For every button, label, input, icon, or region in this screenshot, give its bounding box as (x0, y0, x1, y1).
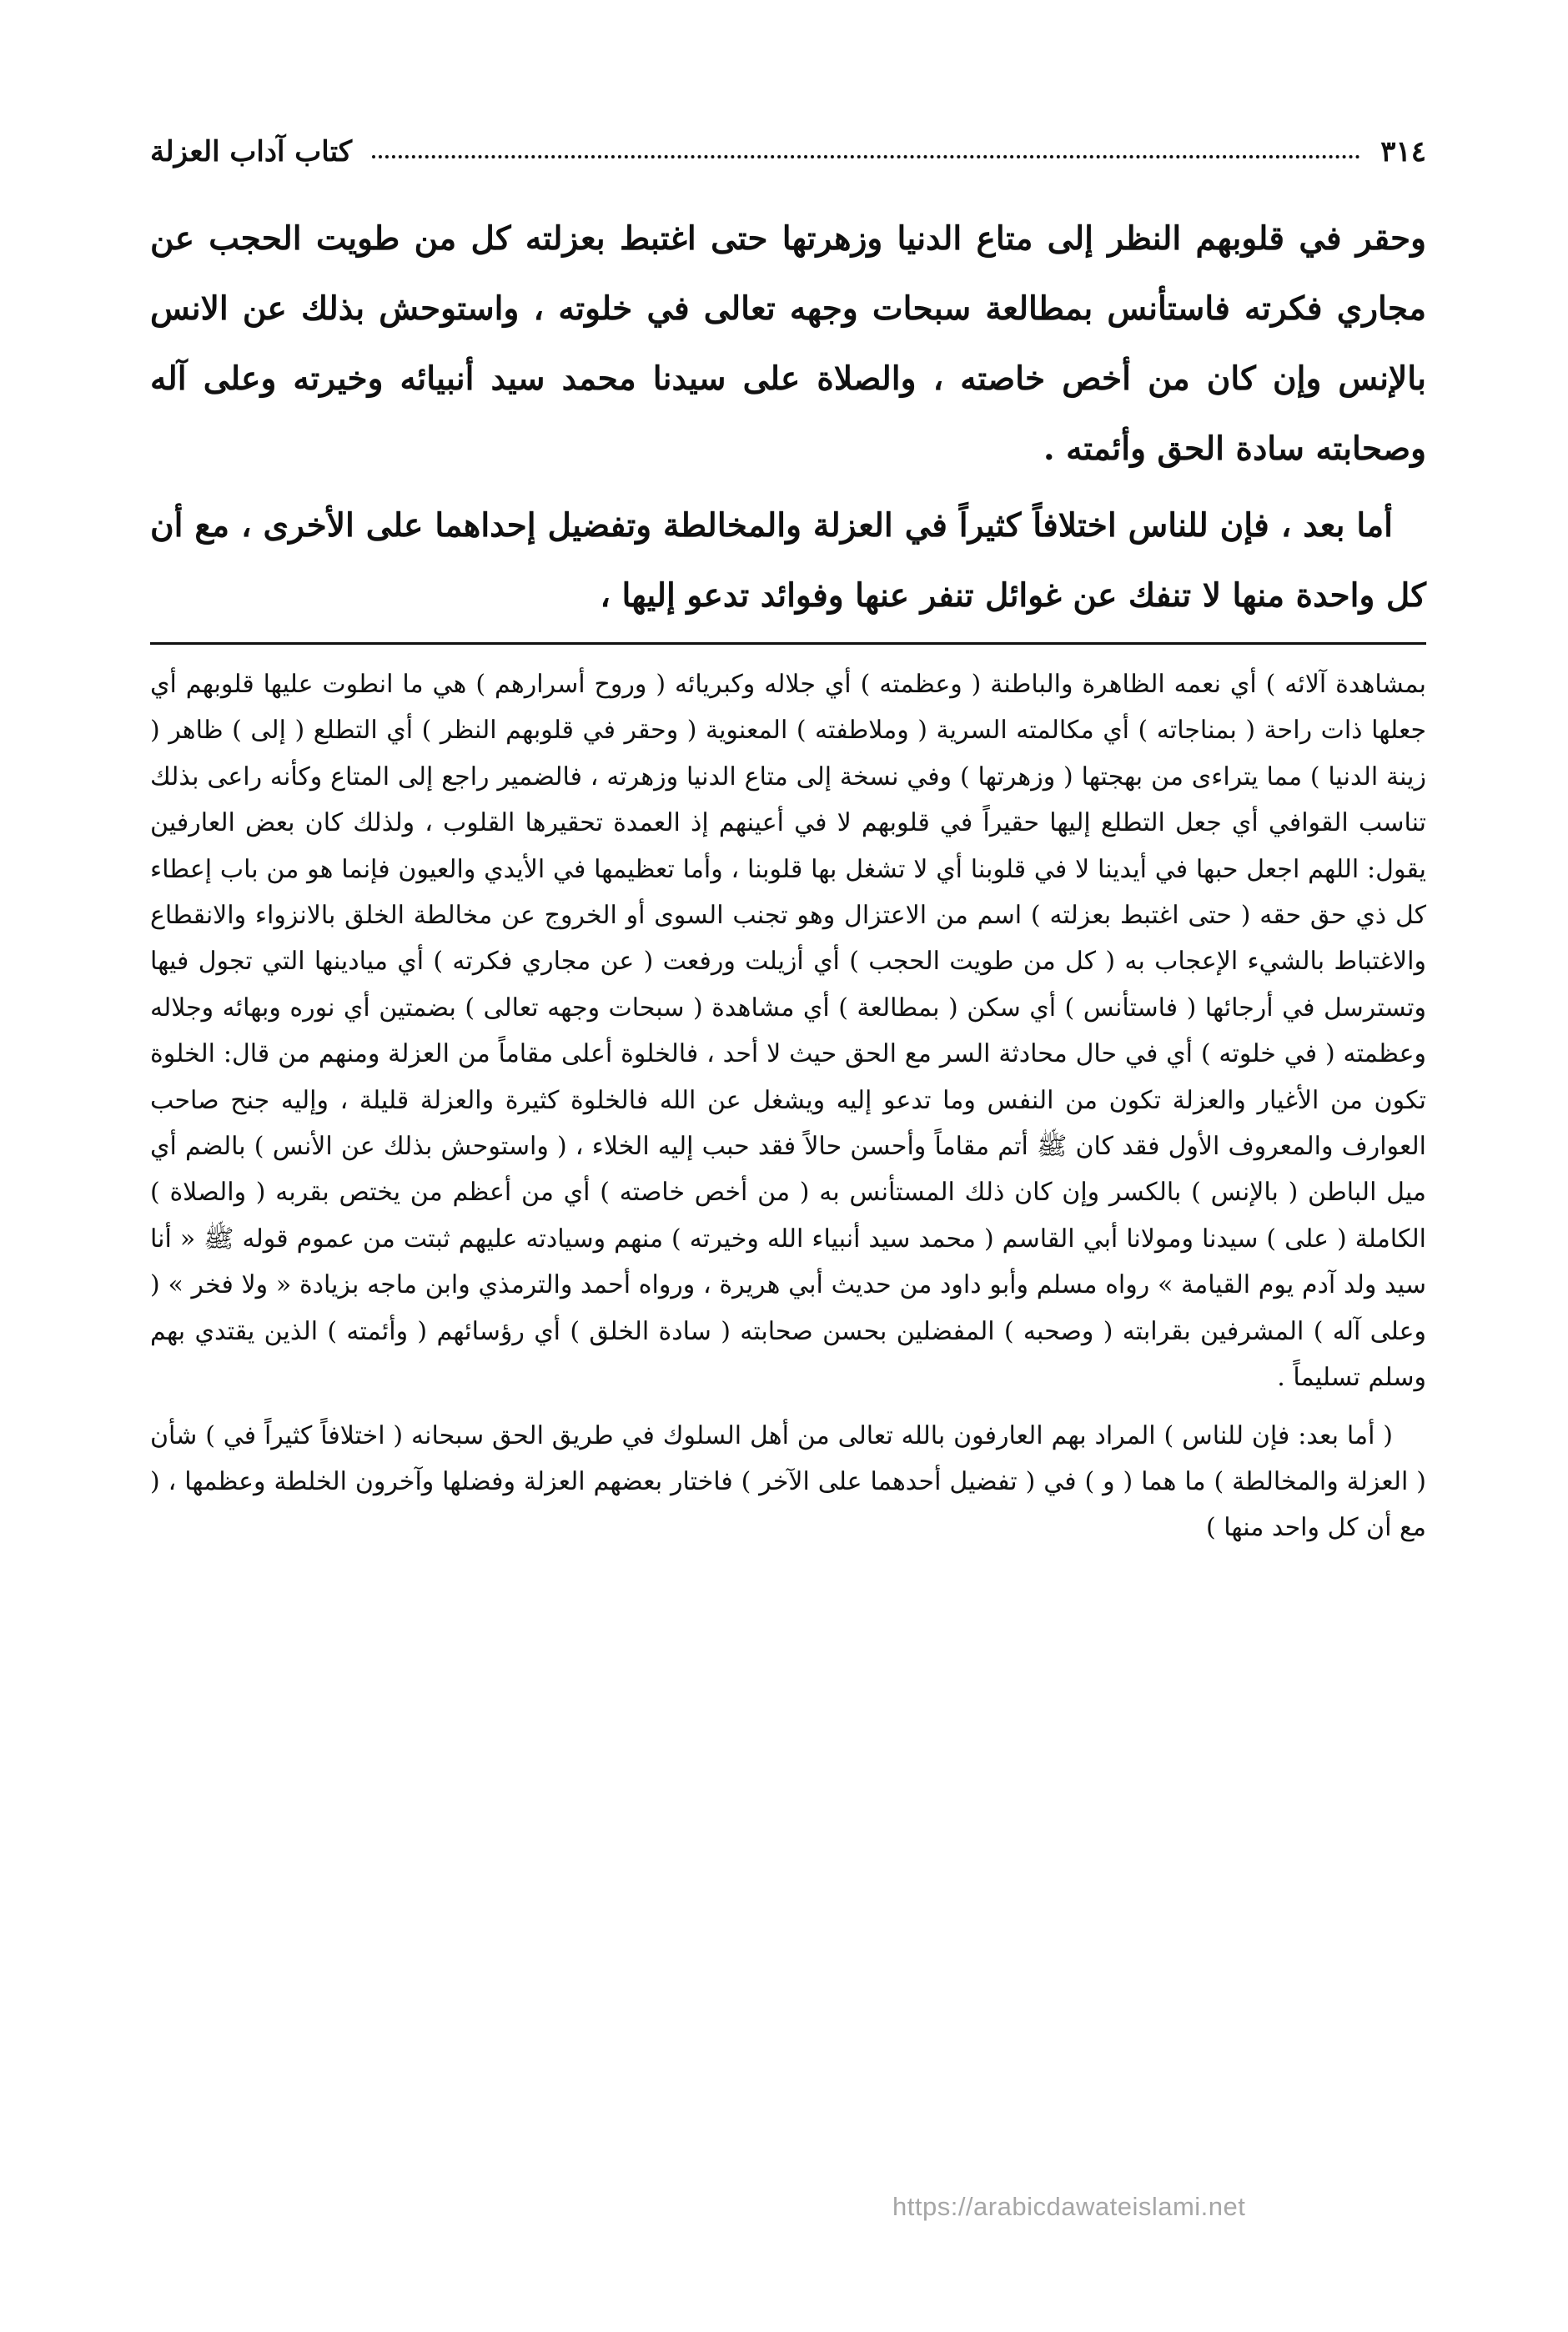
main-paragraph: وحقر في قلوبهم النظر إلى متاع الدنيا وزهرتها حتى اغتبط بعزلته كل من طويت الحجب عن مجاري فكرته فاستأنس بمطالعة سبحات وجهه تعالى في خلوته ، واستوحش بذلك عن الانس بالإنس وإن كان من أخص خاصته ، والصلاة على سيدنا محمد سيد أنبيائه وخيرته وعلى آله وصحابته سادة الحق وأئمته . (150, 219, 1426, 468)
commentary-paragraph: ( أما بعد: فإن للناس ) المراد بهم العارفون بالله تعالى من أهل السلوك في طريق الحق سبحانه ( اختلافاً كثيراً في ) شأن ( العزلة والمخالطة ) ما هما ( و ) في ( تفضيل أحدهما على الآخر ) فاختار بعضهم العزلة وفضلها وآخرون الخلطة وعظمها ، ( مع أن كل واحد منها ) (150, 1420, 1426, 1543)
footnote-divider (150, 642, 1426, 645)
commentary-text (150, 661, 1426, 1551)
commentary-paragraph: بمشاهدة آلائه ) أي نعمه الظاهرة والباطنة ( وعظمته ) أي جلاله وكبريائه ( وروح أسرارهم ) هي ما انطوت عليها قلوبهم أي جعلها ذات راحة ( بمناجاته ) أي مكالمته السرية ( وملاطفته ) المعنوية ( وحقر في قلوبهم النظر ) أي التطلع ( إلى ) ظاهر ( زينة الدنيا ) مما يتراءى من بهجتها ( وزهرتها ) وفي نسخة إلى متاع الدنيا وزهرته ، فالضمير راجع إلى المتاع وكأنه راعى بذلك تناسب القوافي أي جعل التطلع إليها حقيراً في قلوبهم لا في أعينهم إذ العمدة تحقيرها القلوب ، ولذلك كان بعض العارفين يقول: اللهم اجعل حبها في أيدينا لا في قلوبنا أي لا تشغل بها قلوبنا ، وأما تعظيمها في الأيدي والعيون فإنما هو من باب إعطاء كل ذي حق حقه ( حتى اغتبط بعزلته ) اسم من الاعتزال وهو تجنب السوى أو الخروج عن مخالطة الخلق بالانزواء والانقطاع والاغتباط بالشيء الإعجاب به ( كل من طويت الحجب ) أي أزيلت ورفعت ( عن مجاري فكرته ) أي ميادينها التي تجول فيها وتسترسل في أرجائها ( فاستأنس ) أي سكن ( بمطالعة ) أي مشاهدة ( سبحات وجهه تعالى ) بضمتين أي نوره وبهائه وجلاله وعظمته ( في خلوته ) أي في حال محادثة السر مع الحق حيث لا أحد ، فالخلوة أعلى مقاماً من العزلة ومنهم من قال: الخلوة تكون من الأغيار والعزلة تكون من النفس وما تدعو إليه ويشغل عن الله فالخلوة كثيرة والعزلة قليلة ، وإليه جنح صاحب العوارف والمعروف الأول فقد كان ﷺ أتم مقاماً وأحسن حالاً فقد حبب إليه الخلاء ، ( واستوحش بذلك عن الأنس ) بالضم أي ميل الباطن ( بالإنس ) بالكسر وإن كان ذلك المستأنس به ( من أخص خاصته ) أي من أعظم من يختص بقربه ( والصلاة ) الكاملة ( على ) سيدنا ومولانا أبي القاسم ( محمد سيد أنبياء الله وخيرته ) منهم وسيادته عليهم ثبتت من عموم قوله ﷺ « أنا سيد ولد آدم يوم القيامة » رواه مسلم وأبو داود من حديث أبي هريرة ، ورواه أحمد والترمذي وابن ماجه بزيادة « ولا فخر » ( وعلى آله ) المشرفين بقرابته ( وصحبه ) المفضلين بحسن صحابته ( سادة الخلق ) أي رؤسائهم ( وأئمته ) الذين يقتدي بهم وسلم تسليماً . (150, 670, 1426, 1393)
page-number: ٣١٤ (1380, 135, 1426, 168)
book-page (150, 117, 1426, 1551)
watermark-url: https://arabicdawateislami.net (892, 2192, 1246, 2221)
header-dot-leader (372, 155, 1360, 158)
main-paragraph: أما بعد ، فإن للناس اختلافاً كثيراً في العزلة والمخالطة وتفضيل إحداهما على الأخرى ، مع أن كل واحدة منها لا تنفك عن غوائل تنفر عنها وفوائد تدعو إليها ، (150, 506, 1426, 615)
running-header (150, 117, 1426, 168)
book-title: كتاب آداب العزلة (150, 135, 353, 168)
main-text (150, 204, 1426, 631)
